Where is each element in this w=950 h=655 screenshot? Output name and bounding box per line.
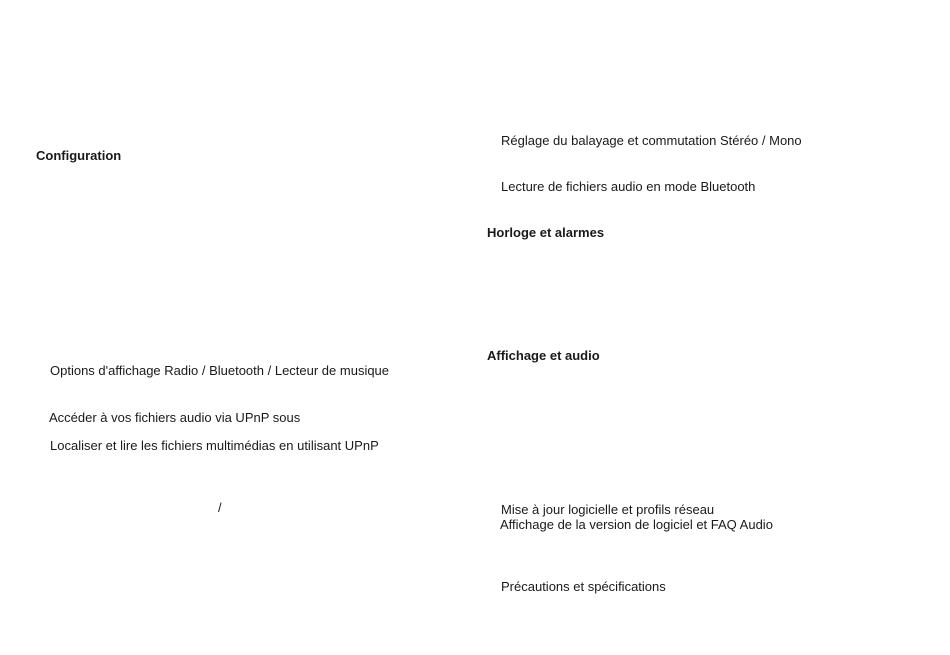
toc-entry-scan-stereo-mono: Réglage du balayage et commutation Stéréo / Mono: [501, 133, 802, 148]
toc-entry-upnp-access: Accéder à vos fichiers audio via UPnP sous: [49, 410, 301, 425]
heading-display-audio: Affichage et audio: [487, 348, 600, 363]
separator-slash: /: [218, 500, 222, 515]
toc-entry-upnp-locate: Localiser et lire les fichiers multimédias en utilisant UPnP: [50, 438, 379, 453]
toc-entry-bluetooth-playback: Lecture de fichiers audio en mode Bluetooth: [501, 179, 756, 194]
toc-entry-display-options: Options d'affichage Radio / Bluetooth / Lecteur de musique: [50, 363, 390, 378]
toc-entry-software-version-faq: Affichage de la version de logiciel et FAQ Audio: [500, 517, 773, 532]
toc-entry-software-update: Mise à jour logicielle et profils réseau: [501, 502, 715, 517]
heading-clock-alarms: Horloge et alarmes: [487, 225, 605, 240]
toc-entry-precautions-specs: Précautions et spécifications: [501, 579, 666, 594]
heading-configuration: Configuration: [36, 148, 122, 163]
